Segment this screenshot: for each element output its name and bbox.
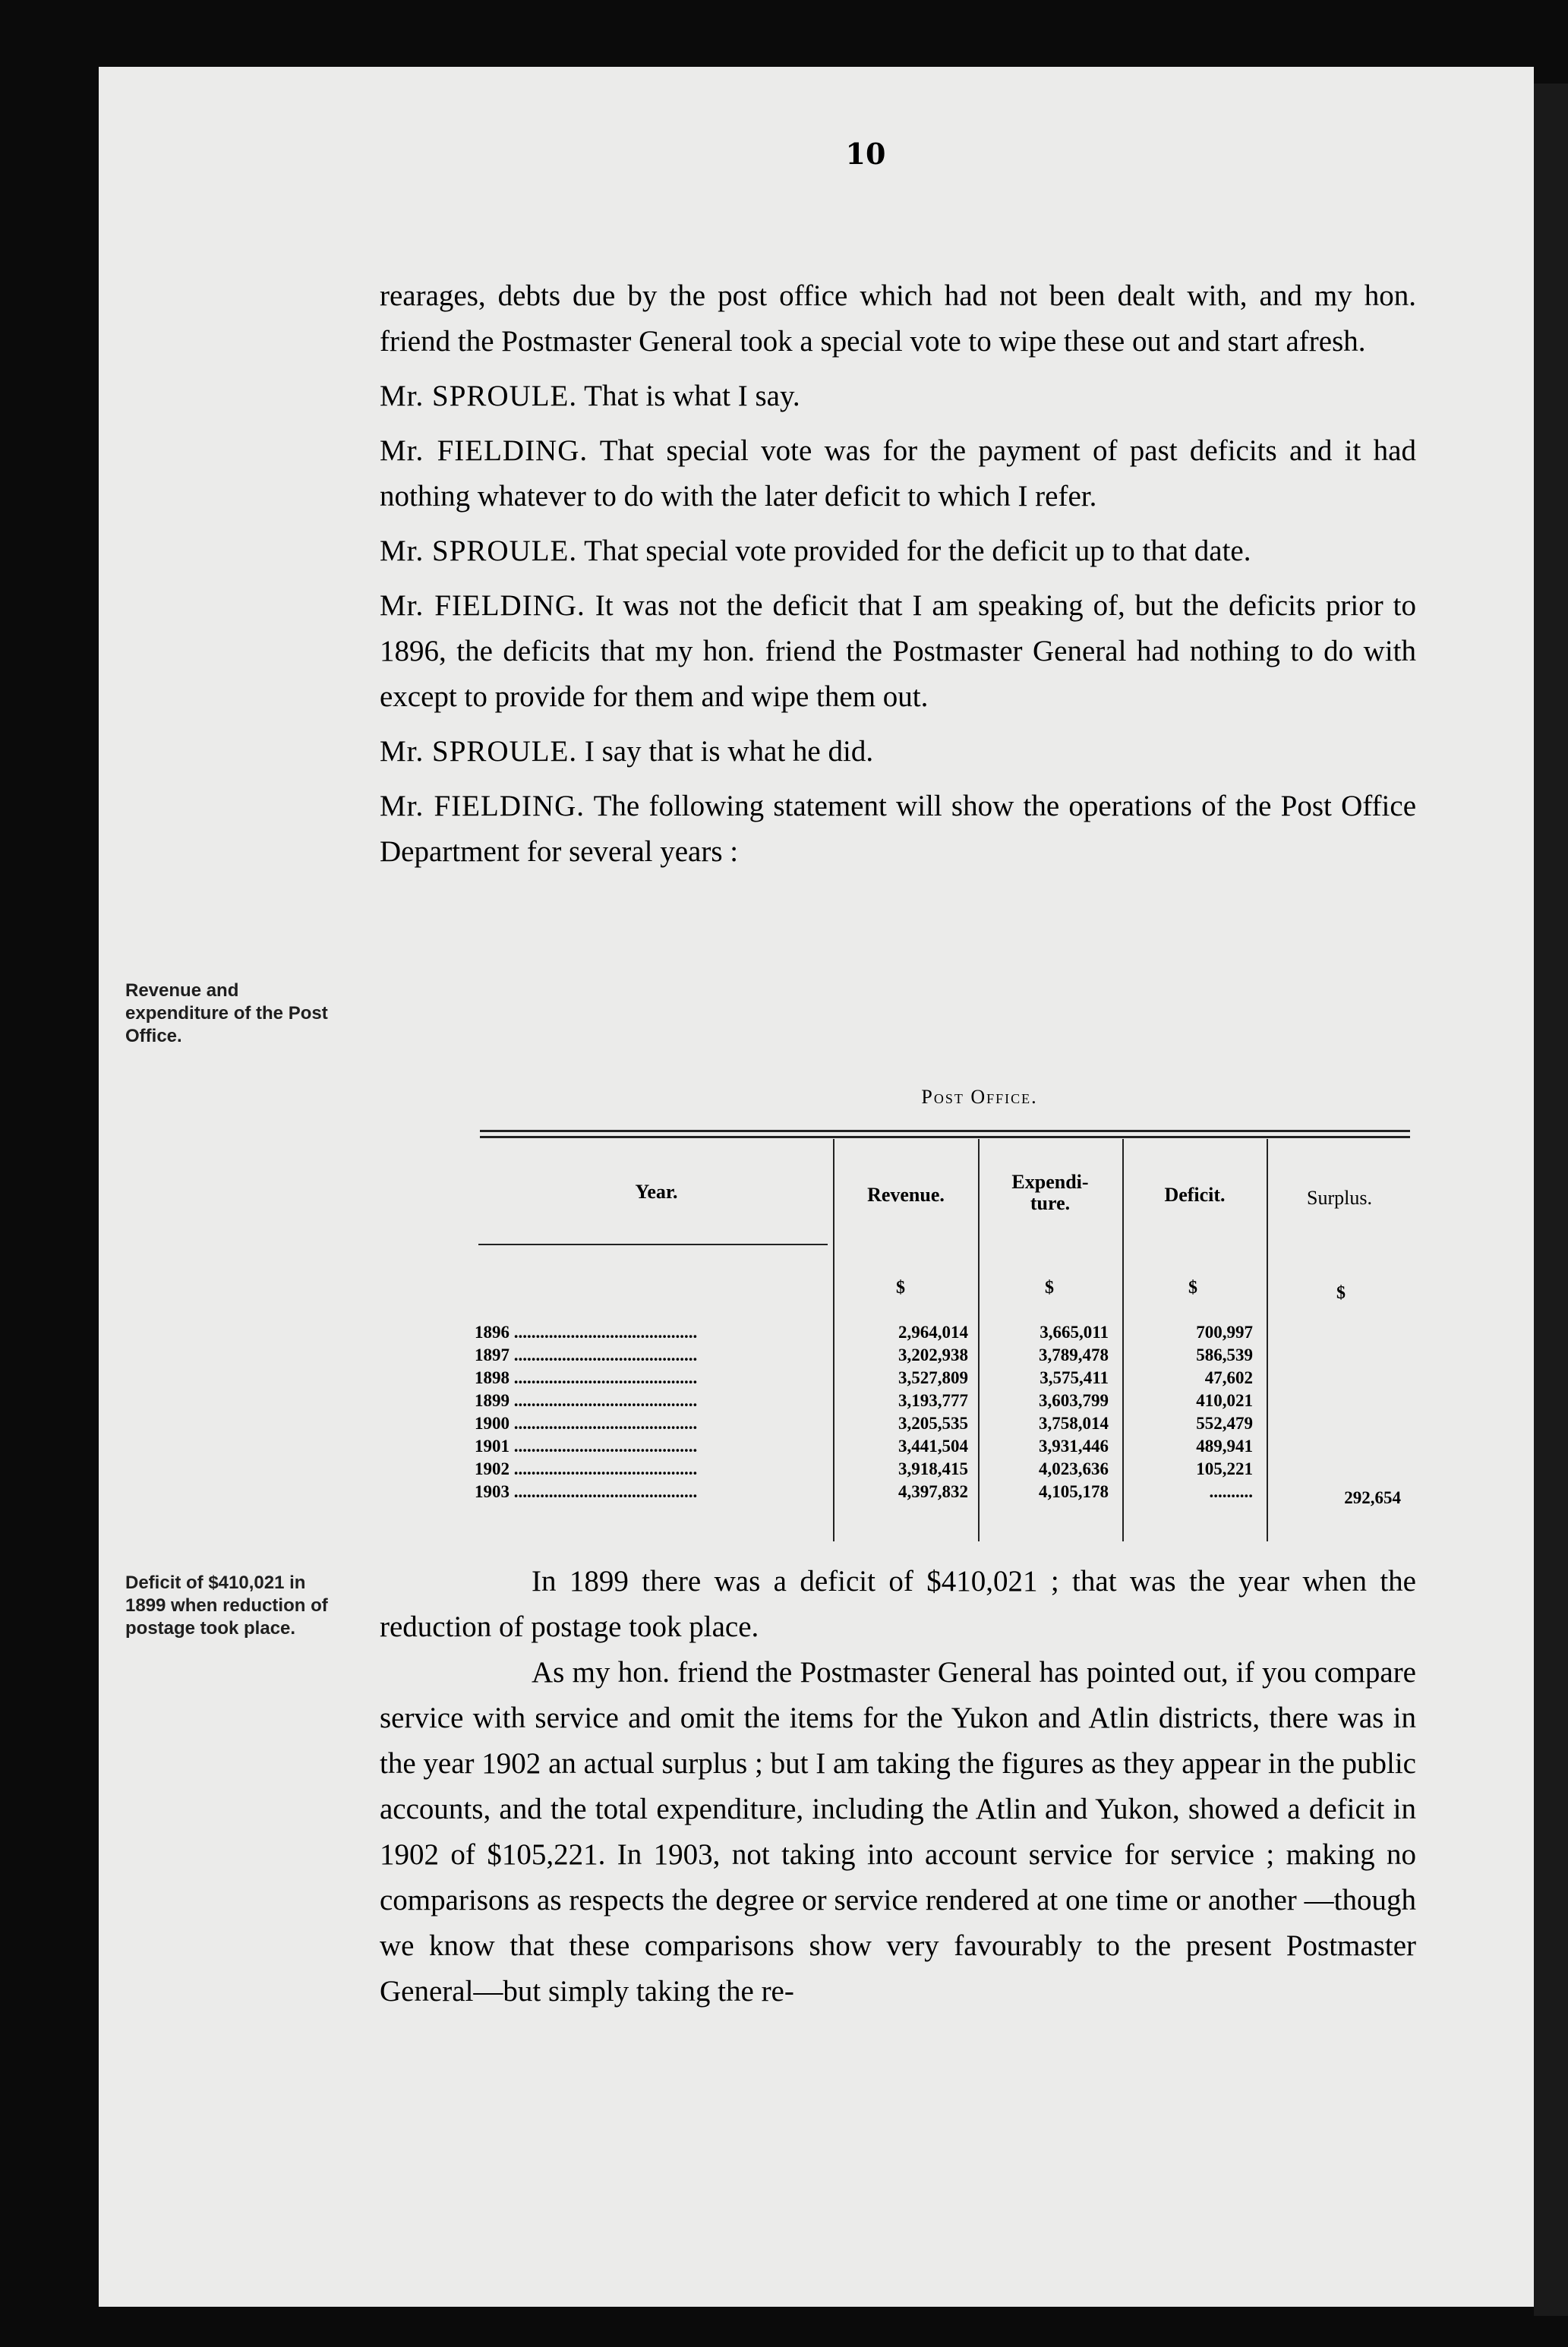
revenue-cell: 3,441,504 [898,1437,968,1456]
adjacent-page-edge [1534,84,1568,2316]
paragraph-text: That special vote was for the payment of past deficits and it had nothing whatever to do with the later deficit to which I refer. [380,434,1416,513]
dollar-unit: $ [1336,1283,1346,1303]
column-header-revenue: Revenue. [867,1184,945,1206]
column-header-surplus: Surplus. [1307,1187,1372,1209]
speaker-name: Mr. SPROULE. [380,380,578,412]
revenue-cell: 3,918,415 [898,1459,968,1478]
speaker-name: Mr. SPROULE. [380,535,578,567]
deficit-cell: 552,479 [1196,1414,1253,1433]
body-text-top [380,273,1416,875]
expenditure-cell: 3,789,478 [1039,1345,1109,1364]
paragraph [380,428,1416,519]
year-cell: 1901 .......................................... [475,1439,698,1454]
paragraph-text: I say that is what he did. [577,735,874,768]
deficit-cell: 105,221 [1196,1459,1253,1478]
paragraph-text: In 1899 there was a deficit of $410,021 ; that was the year when the reduction of postage took place. [380,1565,1416,1643]
deficit-cell: .......... [1209,1482,1253,1501]
page-number: 10 [845,137,886,171]
paragraph [380,273,1416,364]
speaker-name: Mr. FIELDING. [380,790,585,822]
deficit-cell: 47,602 [1204,1368,1253,1387]
year-cell: 1902 .......................................... [475,1462,698,1477]
header-rule [478,1244,828,1245]
year-cell: 1898 .......................................... [475,1371,698,1386]
expenditure-cell: 3,758,014 [1039,1414,1109,1433]
dollar-unit: $ [1045,1278,1054,1298]
column-header-deficit: Deficit. [1164,1184,1226,1206]
column-header-year: Year. [635,1181,678,1203]
year-cell: 1900 .......................................... [475,1416,698,1431]
paragraph-text: rearages, debts due by the post office which had not been dealt with, and my hon. friend the Postmaster General took a special vote to wipe these out and start afresh. [380,279,1416,358]
expenditure-cell: 3,575,411 [1040,1368,1109,1387]
paragraph-text: That special vote provided for the deficit up to that date. [577,535,1251,567]
paragraph-text: The following statement will show the operations of the Post Office Department for several years : [380,790,1417,868]
paragraph [380,374,1416,419]
paragraph [380,528,1416,574]
paragraph [380,784,1416,875]
paragraph-text: As my hon. friend the Postmaster General has pointed out, if you compare service with service and omit the items for the Yukon and Atlin districts, there was in the year 1902 an actual surplus ; but I am taking the figures as they appear in the public accounts, and the total expenditure, including the Atlin and Yukon, showed a deficit in 1902 of $105,221. In 1903, not taking into account service for service ; making no comparisons as respects the degree or service rendered at one time or another —though we know that these comparisons show very favourably to the present Postmaster General—but simply taking the re- [380,1656,1416,2008]
revenue-cell: 4,397,832 [898,1482,968,1501]
paragraph-text: That is what I say. [577,380,800,412]
year-cell: 1899 .......................................... [475,1393,698,1409]
revenue-cell: 3,527,809 [898,1368,968,1387]
expenditure-cell: 4,105,178 [1039,1482,1109,1501]
deficit-cell: 700,997 [1196,1323,1253,1342]
dollar-unit: $ [1188,1278,1197,1298]
year-cell: 1903 .......................................... [475,1484,698,1500]
deficit-cell: 586,539 [1196,1345,1253,1364]
column-divider [978,1139,980,1541]
paragraph-text: It was not the deficit that I am speaking of, but the deficits prior to 1896, the deficits that my hon. friend the Postmaster General had nothing to do with except to provide for them and wipe them out. [380,589,1416,713]
expenditure-cell: 4,023,636 [1039,1459,1109,1478]
expenditure-cell: 3,665,011 [1040,1323,1109,1342]
column-header-expenditure: Expendi-ture. [1011,1171,1089,1214]
table-top-rule [480,1136,1410,1138]
paragraph [380,729,1416,774]
revenue-cell: 2,964,014 [898,1323,968,1342]
body-text-bottom [380,1559,1416,2014]
deficit-cell: 410,021 [1196,1391,1253,1410]
deficit-cell: 489,941 [1196,1437,1253,1456]
speaker-name: Mr. FIELDING. [380,589,585,622]
year-cell: 1897 .......................................... [475,1348,698,1363]
surplus-cell: 292,654 [1344,1488,1401,1507]
margin-note-deficit: Deficit of $410,021 in 1899 when reduction of postage took place. [125,1573,328,1639]
table-top-rule [480,1130,1410,1132]
paragraph [380,1559,1416,1650]
margin-note-revenue: Revenue and expenditure of the Post Office. [125,980,328,1046]
speaker-name: Mr. SPROULE. [380,735,578,768]
expenditure-cell: 3,603,799 [1039,1391,1109,1410]
expenditure-cell: 3,931,446 [1039,1437,1109,1456]
paragraph [380,583,1416,720]
speaker-name: Mr. FIELDING. [380,434,588,467]
dollar-unit: $ [896,1278,905,1298]
paragraph [380,1650,1416,2014]
revenue-cell: 3,202,938 [898,1345,968,1364]
year-cell: 1896 .......................................... [475,1325,698,1340]
table-caption: Post Office. [921,1086,1038,1108]
revenue-cell: 3,205,535 [898,1414,968,1433]
revenue-cell: 3,193,777 [898,1391,968,1410]
